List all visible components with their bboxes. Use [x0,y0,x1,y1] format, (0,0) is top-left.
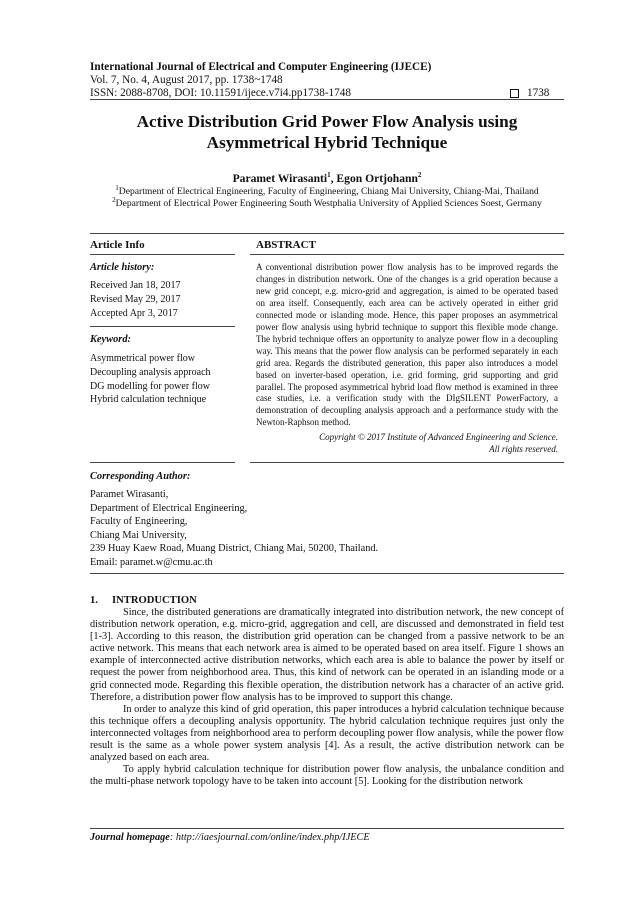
history-rule [90,326,235,327]
affiliation-2 [90,195,564,210]
affiliation-1-text: Department of Electrical Engineering, Faculty of Engineering, Chiang Mai University, Chiang-Mai, Thailand [118,186,539,197]
corresponding-author [90,488,378,570]
page-number: 1738 [527,87,550,99]
homepage-link[interactable]: : http://iaesjournal.com/online/index.php/IJECE [169,832,370,843]
journal-name: International Journal of Electrical and Computer Engineering (IJECE) [90,61,432,73]
abstract-heading-rule [250,254,564,255]
paragraph: Since, the distributed generations are dramatically integrated into distribution network, the new concept of distribution network operation, e.g. micro-grid, aggregation and cell, are discussed and demonstrated in field test [1-3]. According to this reason, the distribution grid operation can be changed from a passive network to be an active network. This means that each network area is aimed to be operated based on area itself. Figure 1 shows an example of interconnected active distribution networks, which each area is able to balance the power by itself or request the power from neighborhood area. Thus, this kind of network can be operated in an islanding mode or a grid connected mode. Regarding this flexible operation, the distribution network has a character of an active grid. Therefore, a distribution power flow analysis has to be improved to support this change. [90,607,564,703]
affiliations [90,183,564,209]
copyright-line-1: Copyright © 2017 Institute of Advanced Engineering and Science. [319,432,558,442]
info-bottom-rule [90,462,235,463]
article-history [90,279,235,320]
corr-line: Paramet Wirasanti, [90,489,169,500]
affiliation-1 [90,183,564,198]
keyword-item: Hybrid calculation technique [90,394,207,406]
keyword-item: Asymmetrical power flow [90,353,195,364]
journal-volume: Vol. 7, No. 4, August 2017, pp. 1738~1748 [90,74,283,86]
paragraph: In order to analyze this kind of grid operation, this paper introduces a hybrid calculation technique because this technique offers a decoupling analysis opportunity. The hybrid calculation technique requires just only the interconnected voltages from neighborhood area to perform decoupling power flow analysis, while the power flow result is the same as a whole power system analysis [4]. As a result, the active distribution network can be analyzed based on each area. [90,703,564,764]
accepted-date: Accepted Apr 3, 2017 [90,307,178,319]
copyright-line-2: All rights reserved. [489,443,558,454]
author-1: Paramet Wirasanti [232,172,328,185]
page-number-block [510,87,549,99]
corr-line: Chiang Mai University, [90,529,187,541]
square-icon [510,89,519,98]
corresponding-heading: Corresponding Author: [90,471,191,482]
abstract-bottom-rule [250,462,564,463]
affiliation-2-sup: 2 [112,195,116,204]
author-2: Egon Ortjohann [336,172,418,185]
header-divider [90,99,564,100]
corr-line: Email: paramet.w@cmu.ac.th [90,556,213,568]
authors [90,172,564,185]
section-number: 1. [90,595,98,606]
info-top-rule [90,233,564,234]
journal-homepage [90,832,370,843]
corresponding-bottom-rule [90,573,564,574]
section-title: INTRODUCTION [112,595,197,606]
corr-line: 239 Huay Kaew Road, Muang District, Chiang Mai, 50200, Thailand. [90,543,379,555]
paragraph: To apply hybrid calculation technique for distribution power flow analysis, the unbalance condition and the multi-phase network topology have to be taken into account [5]. Looking for the distribution network [90,764,564,788]
article-info-heading: Article Info [90,239,145,251]
keyword-list [90,352,250,407]
keyword-item: DG modelling for power flow [90,380,210,392]
abstract-heading: ABSTRACT [256,239,316,251]
author-separator: , [330,172,337,185]
title-line-1: Active Distribution Grid Power Flow Analysis using [136,112,518,131]
received-date: Received Jan 18, 2017 [90,280,181,291]
affiliation-1-sup: 1 [115,183,119,192]
author-1-sup: 1 [327,171,331,180]
journal-header [90,61,431,100]
homepage-label: Journal homepage [90,832,170,843]
author-2-sup: 2 [417,171,422,180]
keyword-item: Decoupling analysis approach [90,366,211,378]
section-heading-introduction [90,595,197,606]
abstract-text: A conventional distribution power flow analysis has to be improved regards the changes in distribution network. One of the changes is a grid operation because a new grid concept, e.g. micro-grid and aggregation, is aimed to be operated based on area itself. Consequently, each area can be actively operated in either grid connected mode or islanding mode. Hence, this paper proposes an asymmetrical power flow analysis using hybrid technique to support this flexible mode change. The hybrid technique offers an opportunity to analyze power flow in a decoupling way. This means that the power flow analysis can be performed separately in each grid area. Regards the distributed generation, this paper also introduces a model based on inverter-based operation, i.e. grid forming, grid supporting and grid parallel. The proposed asymmetrical hybrid load flow method is examined in three case studies, i.e. a verification study with the DIgSILENT PowerFactory, a demonstration of decoupling analysis approach and a performance study with the Newton-Raphson method. [256,262,558,428]
keyword-heading: Keyword: [90,334,131,345]
revised-date: Revised May 29, 2017 [90,293,181,305]
copyright [256,432,558,456]
info-heading-rule [90,254,235,255]
history-heading: Article history: [90,262,155,273]
title-line-2: Asymmetrical Hybrid Technique [206,133,448,152]
affiliation-2-text: Department of Electrical Power Engineering South Westphalia University of Applied Sciences Soest, Germany [115,197,542,209]
introduction-body [90,607,564,788]
journal-issn: ISSN: 2088-8708, DOI: 10.11591/ijece.v7i4.pp1738-1748 [90,87,351,99]
corr-line: Faculty of Engineering, [90,516,188,528]
corr-line: Department of Electrical Engineering, [90,502,248,514]
paper-title [90,111,564,153]
footer-divider [90,828,564,829]
